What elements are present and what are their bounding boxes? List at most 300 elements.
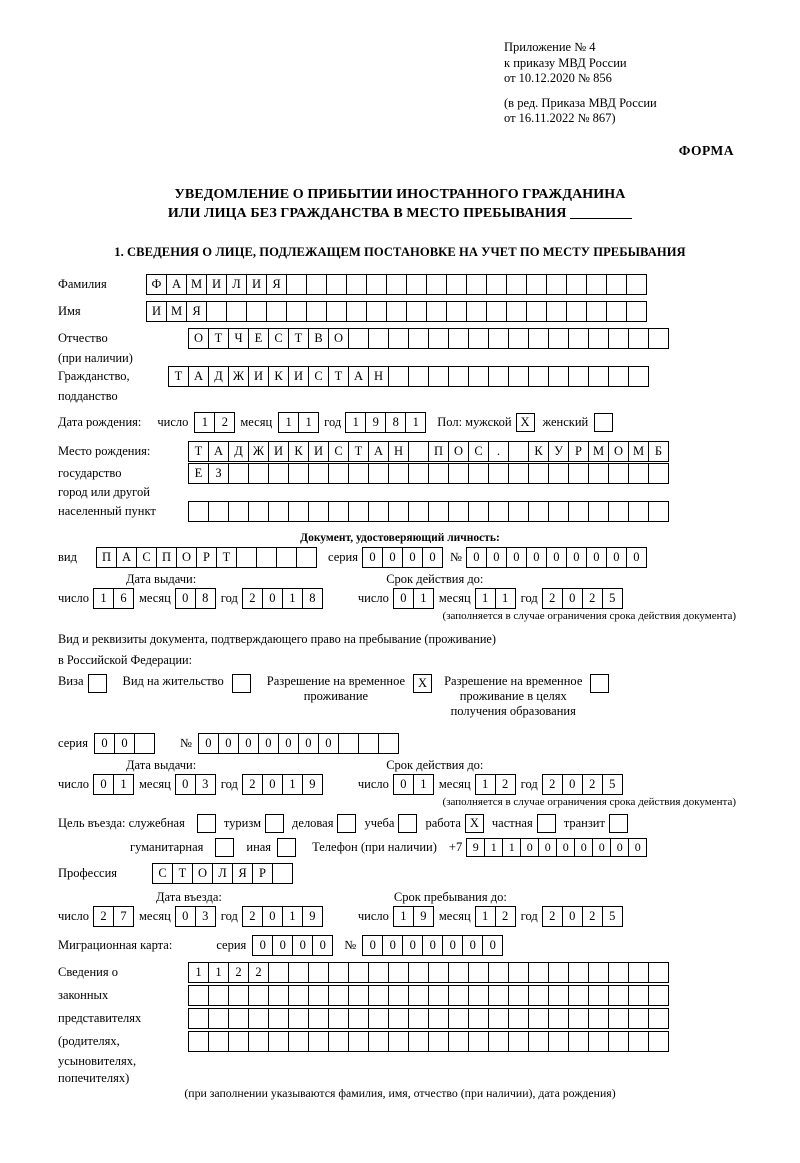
cell[interactable] — [486, 274, 507, 295]
doc-issue-day-boxes[interactable] — [93, 588, 133, 609]
entry-day-boxes[interactable] — [93, 906, 133, 927]
cell[interactable] — [588, 985, 609, 1006]
cell[interactable] — [588, 1031, 609, 1052]
cell[interactable]: Е — [248, 328, 269, 349]
cell[interactable]: . — [488, 441, 509, 462]
cell[interactable]: 0 — [592, 838, 611, 857]
cell[interactable]: Н — [368, 366, 389, 387]
cell[interactable]: О — [176, 547, 197, 568]
cell[interactable] — [326, 301, 347, 322]
cell[interactable]: 1 — [413, 588, 434, 609]
cell[interactable] — [528, 463, 549, 484]
birth-month-boxes[interactable] — [278, 412, 318, 433]
cell[interactable] — [388, 1008, 409, 1029]
cell[interactable]: Б — [648, 441, 669, 462]
cell[interactable] — [428, 366, 449, 387]
cell[interactable] — [226, 301, 247, 322]
cell[interactable]: 1 — [282, 588, 303, 609]
cell[interactable] — [408, 985, 429, 1006]
cell[interactable] — [448, 366, 469, 387]
cell[interactable] — [468, 463, 489, 484]
cell[interactable] — [528, 501, 549, 522]
cell[interactable]: 0 — [574, 838, 593, 857]
doc-valid-day-boxes[interactable] — [393, 588, 433, 609]
cell[interactable]: 3 — [195, 906, 216, 927]
cell[interactable]: 1 — [188, 962, 209, 983]
cell[interactable] — [446, 274, 467, 295]
cell[interactable] — [648, 501, 669, 522]
cell[interactable] — [488, 328, 509, 349]
cell[interactable]: 1 — [413, 774, 434, 795]
cell[interactable]: Р — [196, 547, 217, 568]
cell[interactable] — [268, 962, 289, 983]
cell[interactable]: 2 — [93, 906, 114, 927]
cell[interactable] — [328, 985, 349, 1006]
cell[interactable] — [488, 962, 509, 983]
permit-issue-month-boxes[interactable] — [175, 774, 215, 795]
cell[interactable] — [426, 274, 447, 295]
cell[interactable]: Т — [168, 366, 189, 387]
cell[interactable] — [508, 1031, 529, 1052]
cell[interactable] — [568, 501, 589, 522]
cell[interactable]: 0 — [606, 547, 627, 568]
cell[interactable]: 5 — [602, 906, 623, 927]
cell[interactable] — [428, 1031, 449, 1052]
cell[interactable]: П — [428, 441, 449, 462]
cell[interactable] — [626, 274, 647, 295]
purpose-study-checkbox[interactable] — [398, 814, 417, 833]
cell[interactable]: 1 — [298, 412, 319, 433]
cell[interactable] — [446, 301, 467, 322]
cell[interactable] — [388, 501, 409, 522]
cell[interactable] — [488, 985, 509, 1006]
cell[interactable] — [338, 733, 359, 754]
cell[interactable] — [348, 501, 369, 522]
birth-year-boxes[interactable] — [345, 412, 425, 433]
cell[interactable]: 0 — [442, 935, 463, 956]
cell[interactable] — [286, 301, 307, 322]
cell[interactable]: 1 — [475, 906, 496, 927]
permit-number-boxes[interactable] — [198, 733, 398, 754]
cell[interactable]: С — [268, 328, 289, 349]
cell[interactable] — [188, 985, 209, 1006]
cell[interactable] — [368, 1008, 389, 1029]
cell[interactable] — [306, 301, 327, 322]
cell[interactable] — [346, 274, 367, 295]
cell[interactable] — [588, 501, 609, 522]
cell[interactable] — [288, 962, 309, 983]
cell[interactable] — [648, 985, 669, 1006]
cell[interactable] — [528, 1008, 549, 1029]
cell[interactable] — [588, 962, 609, 983]
cell[interactable] — [388, 463, 409, 484]
cell[interactable] — [606, 274, 627, 295]
migration-number-boxes[interactable] — [362, 935, 502, 956]
cell[interactable] — [328, 463, 349, 484]
cell[interactable] — [388, 985, 409, 1006]
edu-residence-checkbox[interactable] — [590, 674, 609, 693]
cell[interactable]: 9 — [466, 838, 485, 857]
cell[interactable]: 0 — [393, 774, 414, 795]
cell[interactable] — [386, 301, 407, 322]
cell[interactable]: С — [308, 366, 329, 387]
cell[interactable] — [648, 1008, 669, 1029]
cell[interactable] — [608, 328, 629, 349]
cell[interactable] — [628, 1008, 649, 1029]
cell[interactable]: 2 — [582, 588, 603, 609]
stay-month-boxes[interactable] — [475, 906, 515, 927]
purpose-humanitarian-checkbox[interactable] — [215, 838, 234, 857]
cell[interactable]: Е — [188, 463, 209, 484]
cell[interactable] — [276, 547, 297, 568]
cell[interactable]: 0 — [298, 733, 319, 754]
birth-day-boxes[interactable] — [194, 412, 234, 433]
cell[interactable]: 0 — [93, 774, 114, 795]
cell[interactable] — [468, 985, 489, 1006]
cell[interactable]: 0 — [556, 838, 575, 857]
cell[interactable] — [388, 1031, 409, 1052]
cell[interactable] — [228, 1008, 249, 1029]
cell[interactable]: 2 — [582, 906, 603, 927]
cell[interactable] — [448, 985, 469, 1006]
permit-issue-year-boxes[interactable] — [242, 774, 322, 795]
cell[interactable] — [586, 301, 607, 322]
cell[interactable] — [466, 301, 487, 322]
doc-issue-year-boxes[interactable] — [242, 588, 322, 609]
cell[interactable]: 0 — [506, 547, 527, 568]
cell[interactable] — [248, 1008, 269, 1029]
cell[interactable] — [448, 463, 469, 484]
permit-issue-day-boxes[interactable] — [93, 774, 133, 795]
cell[interactable]: Я — [266, 274, 287, 295]
cell[interactable]: 7 — [113, 906, 134, 927]
cell[interactable] — [406, 301, 427, 322]
cell[interactable]: Н — [388, 441, 409, 462]
cell[interactable] — [488, 1008, 509, 1029]
cell[interactable]: 0 — [262, 906, 283, 927]
cell[interactable]: 0 — [175, 588, 196, 609]
cell[interactable]: О — [188, 328, 209, 349]
cell[interactable]: 2 — [495, 906, 516, 927]
cell[interactable] — [208, 1008, 229, 1029]
cell[interactable] — [406, 274, 427, 295]
legal-boxes-3[interactable] — [188, 1008, 668, 1029]
cell[interactable] — [308, 501, 329, 522]
cell[interactable] — [248, 1031, 269, 1052]
cell[interactable] — [408, 1008, 429, 1029]
cell[interactable] — [308, 463, 329, 484]
cell[interactable]: 0 — [562, 588, 583, 609]
cell[interactable]: М — [628, 441, 649, 462]
cell[interactable] — [608, 501, 629, 522]
cell[interactable]: С — [328, 441, 349, 462]
cell[interactable]: Ж — [248, 441, 269, 462]
permit-valid-month-boxes[interactable] — [475, 774, 515, 795]
cell[interactable]: 0 — [628, 838, 647, 857]
cell[interactable]: 1 — [282, 774, 303, 795]
cell[interactable]: Т — [188, 441, 209, 462]
cell[interactable] — [588, 366, 609, 387]
cell[interactable]: А — [166, 274, 187, 295]
cell[interactable] — [486, 301, 507, 322]
cell[interactable] — [608, 962, 629, 983]
sex-male-checkbox[interactable]: X — [516, 413, 535, 432]
cell[interactable]: 2 — [242, 588, 263, 609]
cell[interactable]: 0 — [238, 733, 259, 754]
cell[interactable] — [346, 301, 367, 322]
cell[interactable]: А — [348, 366, 369, 387]
cell[interactable]: 0 — [258, 733, 279, 754]
cell[interactable] — [628, 985, 649, 1006]
cell[interactable]: 0 — [262, 588, 283, 609]
cell[interactable] — [286, 274, 307, 295]
cell[interactable]: 1 — [93, 588, 114, 609]
cell[interactable] — [548, 962, 569, 983]
cell[interactable]: 2 — [582, 774, 603, 795]
cell[interactable] — [448, 962, 469, 983]
cell[interactable] — [448, 328, 469, 349]
cell[interactable] — [468, 1008, 489, 1029]
cell[interactable]: 2 — [242, 774, 263, 795]
cell[interactable] — [608, 1031, 629, 1052]
cell[interactable] — [368, 328, 389, 349]
cell[interactable]: О — [328, 328, 349, 349]
cell[interactable] — [546, 274, 567, 295]
cell[interactable] — [326, 274, 347, 295]
stay-year-boxes[interactable] — [542, 906, 622, 927]
cell[interactable] — [548, 328, 569, 349]
cell[interactable]: 2 — [542, 906, 563, 927]
cell[interactable] — [268, 985, 289, 1006]
cell[interactable] — [328, 1031, 349, 1052]
patronymic-boxes[interactable] — [188, 328, 668, 349]
sex-female-checkbox[interactable] — [594, 413, 613, 432]
cell[interactable]: 0 — [278, 733, 299, 754]
cell[interactable]: 0 — [482, 935, 503, 956]
cell[interactable] — [628, 463, 649, 484]
cell[interactable]: 1 — [484, 838, 503, 857]
cell[interactable]: Р — [568, 441, 589, 462]
cell[interactable]: Т — [328, 366, 349, 387]
cell[interactable] — [548, 501, 569, 522]
cell[interactable] — [208, 1031, 229, 1052]
cell[interactable] — [208, 985, 229, 1006]
cell[interactable]: 9 — [302, 774, 323, 795]
cell[interactable]: Ч — [228, 328, 249, 349]
cell[interactable] — [288, 1008, 309, 1029]
cell[interactable] — [248, 985, 269, 1006]
cell[interactable] — [508, 985, 529, 1006]
doc-kind-boxes[interactable] — [96, 547, 316, 568]
cell[interactable]: 0 — [562, 906, 583, 927]
cell[interactable] — [308, 962, 329, 983]
cell[interactable]: 0 — [362, 547, 383, 568]
cell[interactable] — [568, 328, 589, 349]
cell[interactable] — [388, 962, 409, 983]
cell[interactable] — [328, 501, 349, 522]
cell[interactable]: И — [288, 366, 309, 387]
cell[interactable] — [358, 733, 379, 754]
cell[interactable] — [548, 463, 569, 484]
cell[interactable]: Д — [228, 441, 249, 462]
cell[interactable]: 0 — [218, 733, 239, 754]
cell[interactable] — [408, 1031, 429, 1052]
cell[interactable]: 0 — [402, 547, 423, 568]
cell[interactable]: К — [528, 441, 549, 462]
cell[interactable] — [228, 463, 249, 484]
cell[interactable]: П — [96, 547, 117, 568]
cell[interactable]: 0 — [566, 547, 587, 568]
cell[interactable] — [268, 501, 289, 522]
cell[interactable] — [506, 301, 527, 322]
cell[interactable] — [648, 1031, 669, 1052]
cell[interactable] — [508, 1008, 529, 1029]
cell[interactable] — [248, 501, 269, 522]
cell[interactable]: 0 — [94, 733, 115, 754]
cell[interactable]: Т — [288, 328, 309, 349]
cell[interactable] — [368, 962, 389, 983]
cell[interactable] — [208, 501, 229, 522]
cell[interactable] — [348, 985, 369, 1006]
cell[interactable]: Т — [348, 441, 369, 462]
cell[interactable]: К — [288, 441, 309, 462]
cell[interactable]: 8 — [195, 588, 216, 609]
cell[interactable]: С — [136, 547, 157, 568]
birth-place-boxes-3[interactable] — [188, 501, 668, 522]
cell[interactable]: К — [268, 366, 289, 387]
cell[interactable] — [306, 274, 327, 295]
cell[interactable] — [528, 985, 549, 1006]
cell[interactable]: 0 — [252, 935, 273, 956]
cell[interactable] — [488, 1031, 509, 1052]
cell[interactable] — [488, 366, 509, 387]
purpose-other-checkbox[interactable] — [277, 838, 296, 857]
cell[interactable] — [428, 1008, 449, 1029]
cell[interactable] — [288, 985, 309, 1006]
cell[interactable] — [348, 328, 369, 349]
cell[interactable]: 0 — [393, 588, 414, 609]
cell[interactable] — [428, 328, 449, 349]
cell[interactable] — [408, 366, 429, 387]
visa-checkbox[interactable] — [88, 674, 107, 693]
legal-boxes-4[interactable] — [188, 1031, 668, 1052]
cell[interactable]: 0 — [318, 733, 339, 754]
profession-boxes[interactable] — [152, 863, 292, 884]
cell[interactable] — [528, 962, 549, 983]
cell[interactable] — [588, 1008, 609, 1029]
cell[interactable] — [606, 301, 627, 322]
cell[interactable]: М — [186, 274, 207, 295]
cell[interactable] — [508, 463, 529, 484]
cell[interactable] — [228, 501, 249, 522]
birth-place-boxes-2[interactable] — [188, 463, 668, 484]
cell[interactable] — [366, 274, 387, 295]
cell[interactable] — [628, 501, 649, 522]
purpose-business-checkbox[interactable] — [337, 814, 356, 833]
doc-valid-month-boxes[interactable] — [475, 588, 515, 609]
cell[interactable] — [388, 328, 409, 349]
cell[interactable] — [188, 1008, 209, 1029]
cell[interactable]: 0 — [486, 547, 507, 568]
cell[interactable]: 0 — [175, 774, 196, 795]
cell[interactable] — [468, 1031, 489, 1052]
cell[interactable]: 1 — [502, 838, 521, 857]
cell[interactable] — [548, 366, 569, 387]
cell[interactable]: 9 — [413, 906, 434, 927]
cell[interactable]: 2 — [542, 774, 563, 795]
cell[interactable] — [288, 501, 309, 522]
cell[interactable]: 0 — [312, 935, 333, 956]
cell[interactable] — [308, 1008, 329, 1029]
cell[interactable]: 2 — [495, 774, 516, 795]
cell[interactable]: 0 — [198, 733, 219, 754]
cell[interactable] — [588, 328, 609, 349]
cell[interactable] — [608, 985, 629, 1006]
cell[interactable] — [608, 1008, 629, 1029]
cell[interactable]: 8 — [385, 412, 406, 433]
cell[interactable]: 3 — [195, 774, 216, 795]
cell[interactable] — [408, 463, 429, 484]
cell[interactable]: Л — [226, 274, 247, 295]
cell[interactable]: 0 — [272, 935, 293, 956]
cell[interactable] — [248, 463, 269, 484]
purpose-work-checkbox[interactable]: X — [465, 814, 484, 833]
cell[interactable]: 1 — [278, 412, 299, 433]
doc-valid-year-boxes[interactable] — [542, 588, 622, 609]
birth-place-boxes-1[interactable] — [188, 441, 668, 462]
surname-boxes[interactable] — [146, 274, 646, 295]
cell[interactable] — [408, 501, 429, 522]
cell[interactable] — [272, 863, 293, 884]
citizenship-boxes[interactable] — [168, 366, 648, 387]
name-boxes[interactable] — [146, 301, 646, 322]
cell[interactable] — [388, 366, 409, 387]
cell[interactable]: 0 — [586, 547, 607, 568]
cell[interactable]: З — [208, 463, 229, 484]
cell[interactable]: 0 — [402, 935, 423, 956]
cell[interactable] — [566, 274, 587, 295]
cell[interactable]: 0 — [382, 935, 403, 956]
cell[interactable]: 2 — [228, 962, 249, 983]
entry-month-boxes[interactable] — [175, 906, 215, 927]
cell[interactable] — [526, 301, 547, 322]
cell[interactable]: И — [268, 441, 289, 462]
cell[interactable] — [468, 962, 489, 983]
cell[interactable] — [368, 501, 389, 522]
cell[interactable] — [488, 463, 509, 484]
cell[interactable] — [428, 463, 449, 484]
cell[interactable]: 0 — [422, 935, 443, 956]
cell[interactable]: 0 — [382, 547, 403, 568]
cell[interactable] — [228, 1031, 249, 1052]
legal-boxes-2[interactable] — [188, 985, 668, 1006]
cell[interactable] — [308, 985, 329, 1006]
cell[interactable]: Т — [216, 547, 237, 568]
cell[interactable]: 1 — [345, 412, 366, 433]
cell[interactable]: И — [146, 301, 167, 322]
cell[interactable] — [448, 501, 469, 522]
cell[interactable] — [586, 274, 607, 295]
cell[interactable] — [368, 985, 389, 1006]
cell[interactable]: Ф — [146, 274, 167, 295]
cell[interactable] — [268, 463, 289, 484]
cell[interactable] — [508, 441, 529, 462]
cell[interactable] — [648, 328, 669, 349]
cell[interactable] — [568, 366, 589, 387]
doc-issue-month-boxes[interactable] — [175, 588, 215, 609]
cell[interactable]: 0 — [114, 733, 135, 754]
cell[interactable] — [256, 547, 277, 568]
